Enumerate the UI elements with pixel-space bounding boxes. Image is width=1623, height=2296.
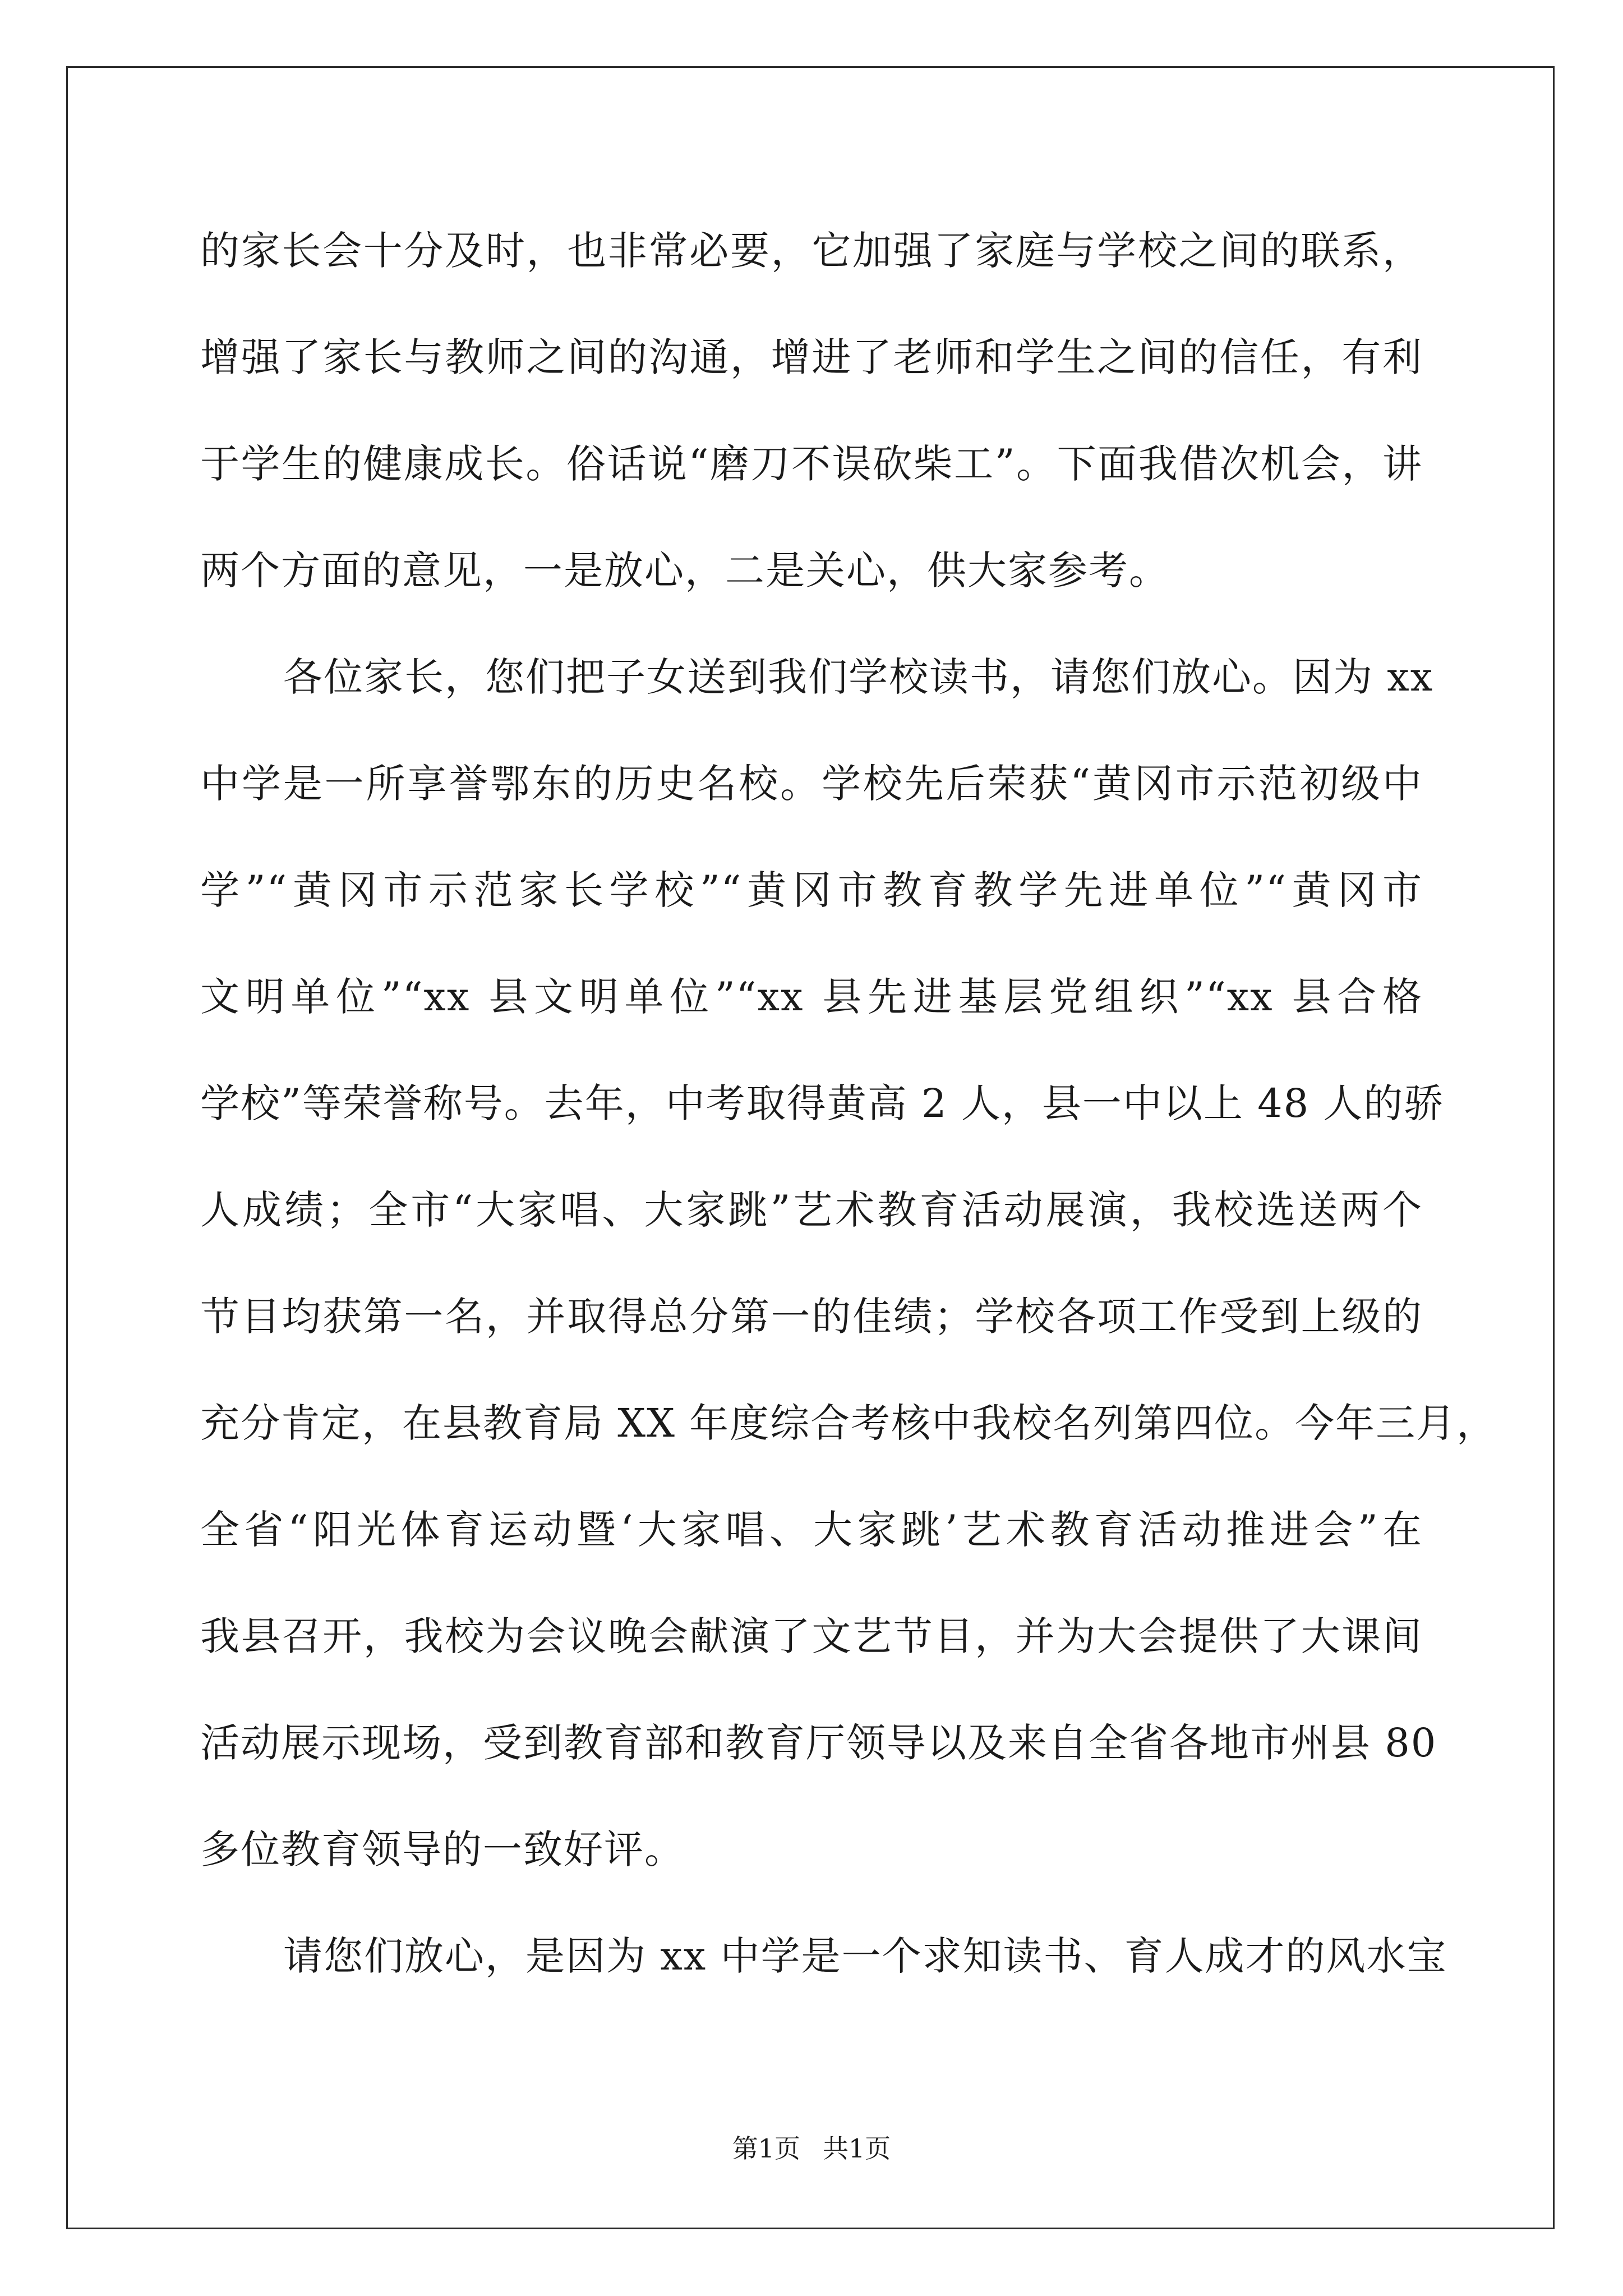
text-line: 人成绩；全市“大家唱、大家跳”艺术教育活动展演，我校选送两个 bbox=[200, 1187, 1423, 1233]
page-number-current: 第1页 bbox=[732, 2133, 800, 2164]
text-line: 节目均获第一名，并取得总分第一的佳绩；学校各项工作受到上级的 bbox=[200, 1294, 1423, 1340]
page-number-total: 共1页 bbox=[823, 2133, 891, 2164]
text-line: 学校”等荣誉称号。去年，中考取得黄高 2 人，县一中以上 48 人的骄 bbox=[200, 1080, 1445, 1126]
text-line: 多位教育领导的一致好评。 bbox=[200, 1826, 685, 1872]
page-footer bbox=[0, 2132, 1623, 2165]
text-line: 充分肯定，在县教育局 XX 年度综合考核中我校名列第四位。今年三月， bbox=[200, 1400, 1497, 1446]
text-line: 两个方面的意见，一是放心，二是关心，供大家参考。 bbox=[200, 547, 1169, 593]
text-line: 中学是一所享誉鄂东的历史名校。学校先后荣获“黄冈市示范初级中 bbox=[200, 761, 1423, 807]
text-line: 全省“阳光体育运动暨‘大家唱、大家跳’艺术教育活动推进会”在 bbox=[200, 1507, 1423, 1553]
text-line: 活动展示现场，受到教育部和教育厅领导以及来自全省各地市州县 80 bbox=[200, 1720, 1437, 1766]
text-line: 于学生的健康成长。俗话说“磨刀不误砍柴工”。下面我借次机会，讲 bbox=[200, 441, 1423, 487]
text-line: 增强了家长与教师之间的沟通，增进了老师和学生之间的信任，有利 bbox=[200, 334, 1423, 380]
text-line: 的家长会十分及时，也非常必要，它加强了家庭与学校之间的联系， bbox=[200, 228, 1423, 274]
text-line: 学”“黄冈市示范家长学校”“黄冈市教育教学先进单位”“黄冈市 bbox=[200, 867, 1423, 913]
text-line: 我县召开，我校为会议晚会献演了文艺节目，并为大会提供了大课间 bbox=[200, 1613, 1423, 1659]
document-body bbox=[200, 197, 1497, 2009]
text-line: 请您们放心，是因为 xx 中学是一个求知读书、育人成才的风水宝 bbox=[283, 1933, 1447, 1979]
text-line: 各位家长，您们把子女送到我们学校读书，请您们放心。因为 xx bbox=[283, 654, 1434, 700]
text-line: 文明单位”“xx 县文明单位”“xx 县先进基层党组织”“xx 县合格 bbox=[200, 974, 1423, 1020]
